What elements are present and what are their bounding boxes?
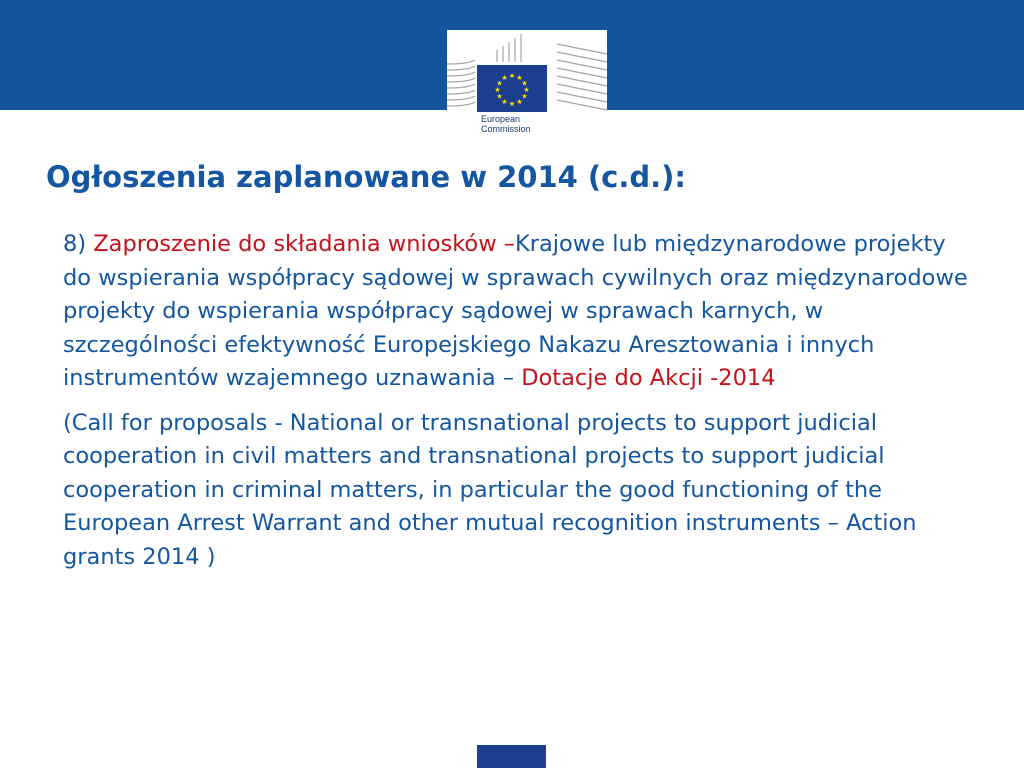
slide-title: Ogłoszenia zaplanowane w 2014 (c.d.): xyxy=(46,160,686,194)
svg-text:★: ★ xyxy=(516,74,523,82)
logo-line-1: European xyxy=(481,114,521,124)
european-commission-logo xyxy=(447,30,607,144)
svg-text:★: ★ xyxy=(521,79,528,88)
logo-wordmark xyxy=(481,114,531,134)
item-english: (Call for proposals - National or transnational projects to support judicial cooperation in civil matters and transnational projects to support judicial cooperation in criminal matters, in particular the good functioning of the European Arrest Warrant and other mutual recognition instruments – Action grants 2014 ) xyxy=(63,409,917,570)
grant-type: Dotacje do Akcji -2014 xyxy=(521,365,776,391)
svg-text:★: ★ xyxy=(508,100,516,108)
svg-text:★: ★ xyxy=(501,74,508,82)
svg-text:★: ★ xyxy=(523,86,530,94)
svg-text:★: ★ xyxy=(501,98,508,106)
item-number: 8) xyxy=(63,231,94,257)
logo-line-2: Commission xyxy=(481,124,531,134)
item-description: Krajowe lub międzynarodowe projekty do wspierania współpracy sądowej w sprawach cywilnych oraz międzynarodowe projekty do wspierania współpracy sądowej w sprawach karnych, w szczególności efektywność Europejskiego Nakazu Aresztowania i innych instrumentów wzajemnego uznawania – xyxy=(63,231,968,391)
call-label: Zaproszenie do składania wniosków – xyxy=(93,231,515,257)
svg-text:★: ★ xyxy=(516,98,523,106)
item-polish xyxy=(63,228,973,396)
svg-text:★: ★ xyxy=(508,72,516,80)
svg-text:★: ★ xyxy=(521,92,528,101)
eu-flag-tab xyxy=(477,745,546,768)
svg-text:★: ★ xyxy=(496,92,503,101)
svg-text:★: ★ xyxy=(496,79,503,88)
svg-text:★: ★ xyxy=(494,86,501,94)
slide-content xyxy=(63,228,973,574)
